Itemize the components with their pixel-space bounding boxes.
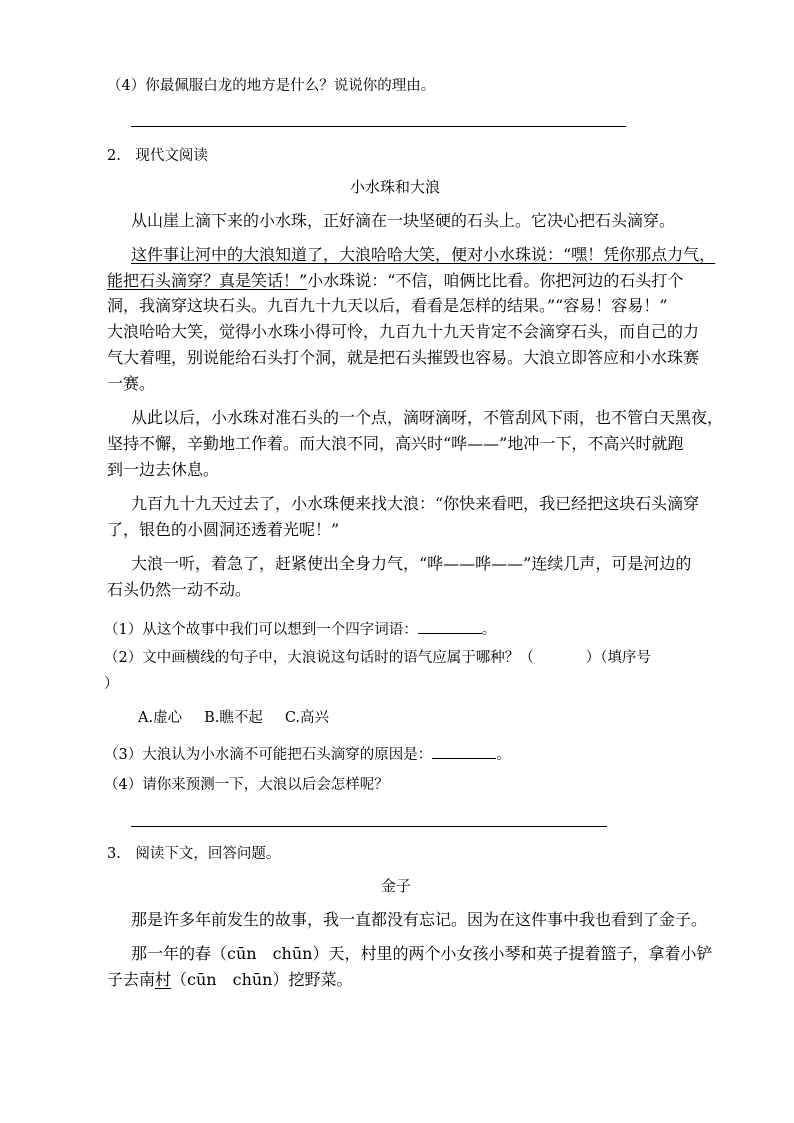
section-heading-2: 2. 现代文阅读 [107,148,208,164]
options-s2-q2 [138,711,351,726]
passage1-p2-line2-rest: 小水珠说：“不信，咱俩比比看。你把河边的石头打个 [307,271,684,290]
passage1-p2-line4: 大浪哈哈大笑，觉得小水珠小得可怜，九百九十九天肯定不会滴穿石头，而自己的力 [107,322,700,341]
passage1-p2-underlined-2: 能把石头滴穿？真是笑话！” [107,271,308,290]
question-s2-q2-wrap: ） [104,676,119,692]
question-s2-q4: （4）请你来预测一下，大浪以后会怎样呢？ [104,777,389,793]
question-s2-q2 [104,651,651,666]
passage-title-2: 金子 [381,877,412,895]
passage1-p5-line1: 大浪一听，着急了，赶紧使出全身力气，“哗——哗——”连续几声，可是河边的 [131,554,692,573]
answer-blank-s2-q1[interactable] [418,619,482,634]
answer-line-s2-q4 [131,826,607,827]
question-s2-q1-text: （1）从这个故事中我们可以想到一个四字词语： [104,622,418,638]
passage1-p5-line2: 石头仍然一动不动。 [107,580,252,599]
question-s2-q2-end: ）（填序号 [585,650,651,666]
question-s2-q3-text: （3）大浪认为小水滴不可能把石头滴穿的原因是： [104,747,433,763]
passage-title-1: 小水珠和大浪 [350,178,441,196]
question-s1-q4: （4）你最佩服白龙的地方是什么？说说你的理由。 [107,78,436,94]
passage2-p2-line2-start: 子去南 [107,970,156,989]
passage1-p3-line1: 从此以后，小水珠对准石头的一个点，滴呀滴呀，不管刮风下雨，也不管白天黑夜， [131,408,724,427]
passage1-p1: 从山崖上滴下来的小水珠，正好滴在一块坚硬的石头上。它决心把石头滴穿。 [131,211,676,230]
question-s2-q3 [104,744,511,763]
question-s2-q3-end: 。 [496,747,511,763]
passage2-p2-line2-end: （cūn chūn）挖野菜。 [171,970,353,989]
passage1-p2-line2 [107,273,683,289]
passage1-p2-line6: 一赛。 [107,374,156,393]
answer-blank-s2-q3[interactable] [432,744,496,759]
option-a[interactable]: A.虚心 [138,710,183,726]
answer-line-s1-q4 [131,126,626,127]
question-s2-q2-text: （2）文中画横线的句子中，大浪说这句话时的语气应属于哪种？（ [104,650,534,666]
passage1-p2-line5: 气大着哩，别说能给石头打个洞，就是把石头摧毁也容易。大浪立即答应和小水珠赛 [107,348,700,367]
question-s2-q1 [104,619,496,638]
option-c[interactable]: C.高兴 [284,710,330,726]
section-heading-3: 3. 阅读下文，回答问题。 [107,846,281,862]
passage1-p2-underlined-1: 这件事让河中的大浪知道了，大浪哈哈大笑，便对小水珠说：“嘿！凭你那点力气， [131,245,716,264]
passage1-p4-line1: 九百九十九天过去了，小水珠便来找大浪：“你快来看吧，我已经把这块石头滴穿 [131,494,700,513]
option-b[interactable]: B.瞧不起 [204,710,263,726]
passage1-p2-line3: 洞，我滴穿这块石头。九百九十九天以后，看看是怎样的结果。”“容易！容易！” [107,296,668,315]
passage1-p3-line3: 到一边去休息。 [107,460,220,479]
passage1-p3-line2: 坚持不懈，辛勤地工作着。而大浪不同，高兴时“哗——”地冲一下，不高兴时就跑 [107,434,684,453]
passage1-p4-line2: 了，银色的小圆洞还透着光呢！” [107,520,340,539]
passage2-p1: 那是许多年前发生的故事，我一直都没有忘记。因为在这件事中我也看到了金子。 [131,910,708,929]
passage2-p2-line1: 那一年的春（cūn chūn）天，村里的两个小女孩小琴和英子提着篮子，拿着小铲 [131,944,713,963]
passage2-underlined-char: 村 [155,970,172,989]
question-s2-q1-end: 。 [481,622,497,638]
passage2-p2-line2 [107,972,352,988]
